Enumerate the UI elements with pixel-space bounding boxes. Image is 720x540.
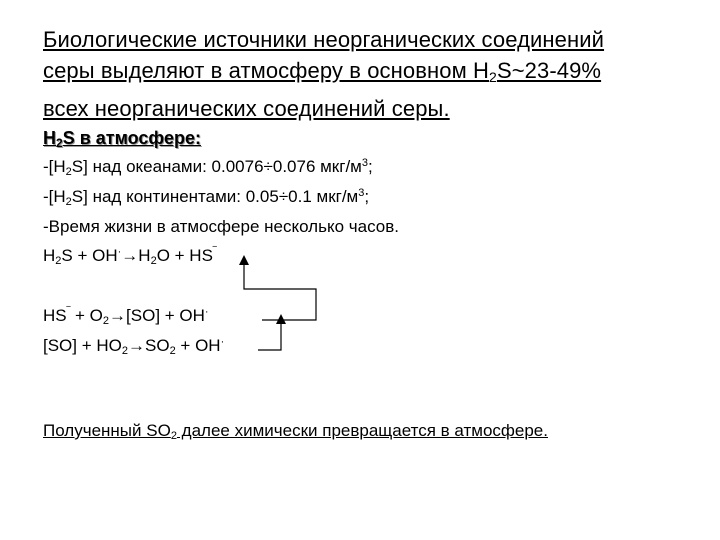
- item-lifetime: -Время жизни в атмосфере несколько часов.: [43, 217, 399, 236]
- section-heading: $H_2S$ в атмосфере:: [43, 128, 201, 150]
- oh-arrowhead: [276, 314, 286, 324]
- footer-note: Полученный $SO_2$ далее химически превращается в атмосфере.: [43, 421, 548, 442]
- item-oceans: $-[H_2S]$ над океанами: 0.0076÷0.076 мкг/$м^3$;: [43, 157, 373, 178]
- item-continents: $-[H_2S]$ над континентами: 0.05÷0.1 мкг/$м^3$;: [43, 187, 370, 208]
- reaction-1: $H_2S + OH^\cdot\to H_2O + HS^‾$: [43, 246, 217, 267]
- reaction-3: $[SO] + HO_2\to SO_2 + OH^\cdot$: [43, 336, 225, 357]
- oh-to-reaction-3-arrow: [258, 324, 281, 350]
- hs-arrowhead: [239, 255, 249, 265]
- title-line-1: Биологические источники неорганических соединений: [43, 27, 605, 52]
- reaction-2: $HS^‾ + O_2\to[SO] + OH^\cdot$: [43, 306, 209, 327]
- title-line-3: всех неорганических соединений серы.: [43, 96, 450, 121]
- title-line-2: серы выделяют в атмосферу в основном $H_2S\sim 23-49\%$: [43, 58, 602, 85]
- hs-to-reaction-2-arrow: [244, 265, 316, 320]
